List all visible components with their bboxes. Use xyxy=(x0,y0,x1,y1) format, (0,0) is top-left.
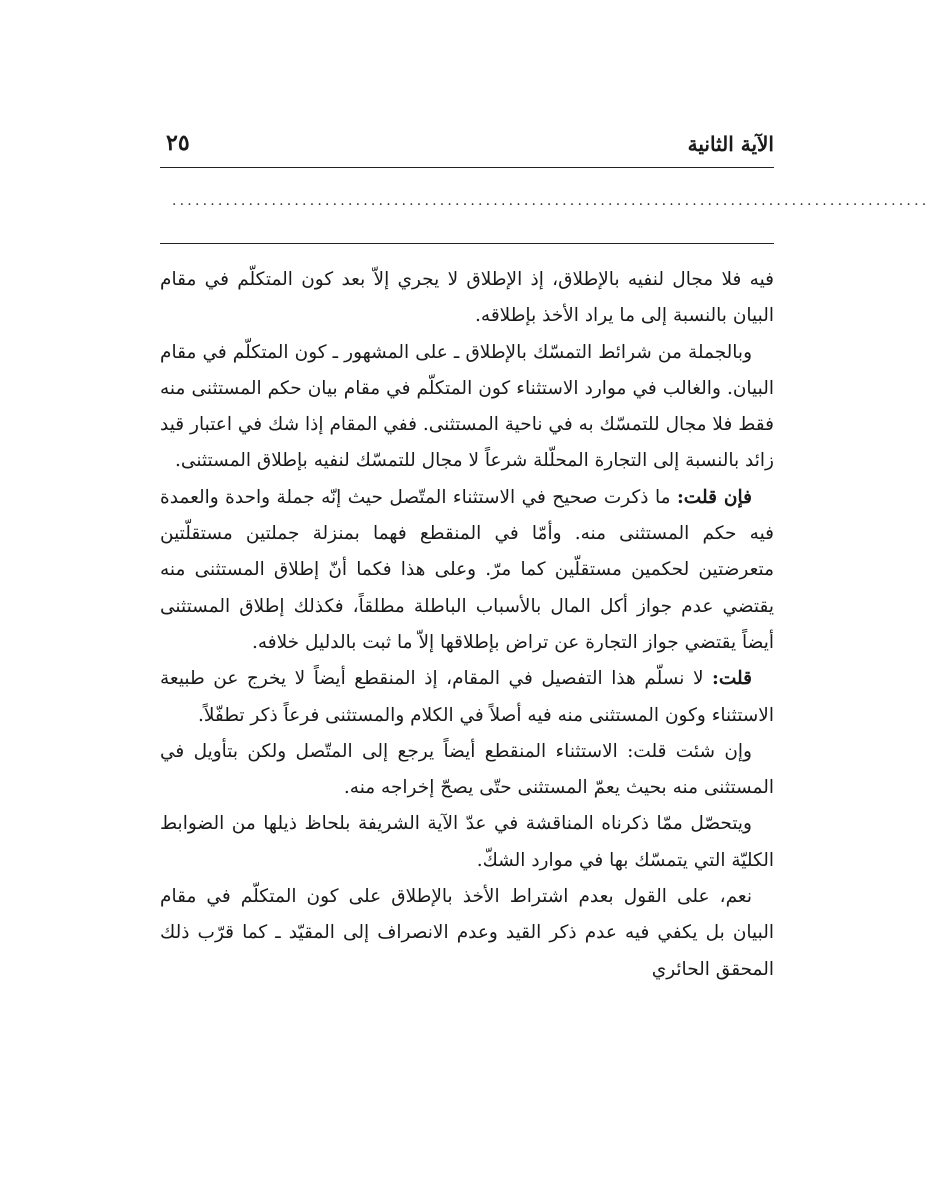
page-header xyxy=(160,128,774,164)
paragraph-6 xyxy=(160,806,774,879)
body-text xyxy=(160,262,774,988)
paragraph-text: وبالجملة من شرائط التمسّك بالإطلاق ـ على المشهور ـ كون المتكلّم في مقام البيان. والغالب في موارد الاستثناء كون المتكلّم في مقام بيان حكم المستثنى منه فقط فلا مجال للتمسّك به في ناحية المستثنى. ففي المقام إذا شك في اعتبار قيد زائد بالنسبة إلى التجارة المحلّلة شرعاً لا مجال للتمسّك لنفيه بإطلاق المستثنى. xyxy=(160,341,774,472)
paragraph-text: لا نسلّم هذا التفصيل في المقام، إذ المنقطع أيضاً لا يخرج عن طبيعة الاستثناء وكون المستثنى منه فيه أصلاً في الكلام والمستثنى فرعاً ذكر تطفّلاً. xyxy=(160,668,774,726)
paragraph-text: نعم، على القول بعدم اشتراط الأخذ بالإطلاق على كون المتكلّم في مقام البيان بل يكفي فيه عدم ذكر القيد وعدم الانصراف إلى المقيّد ـ كما قرّب ذلك المحقق الحائري xyxy=(160,886,774,980)
paragraph-3 xyxy=(160,480,774,661)
running-title: الآية الثانية xyxy=(687,132,774,156)
page-number: ٢٥ xyxy=(166,130,190,156)
paragraph-text: ما ذكرت صحيح في الاستثناء المتّصل حيث إنّه جملة واحدة والعمدة فيه حكم المستثنى منه. وأمّا في المنقطع فهما بمنزلة جملتين مستقلّتين متعرضتين لحكمين مستقلّين كما مرّ. وعلى هذا فكما أنّ إطلاق المستثنى منه يقتضي عدم جواز أكل المال بالأسباب الباطلة مطلقاً، فكذلك إطلاق المستثنى أيضاً يقتضي جواز التجارة عن تراض بإطلاقها إلاّ ما ثبت بالدليل خلافه. xyxy=(160,486,774,653)
paragraph-1 xyxy=(160,262,774,335)
paragraph-text: ويتحصّل ممّا ذكرناه المناقشة في عدّ الآية الشريفة بلحاظ ذيلها من الضوابط الكليّة التي يتمسّك بها في موارد الشكّ. xyxy=(160,813,774,871)
paragraph-5 xyxy=(160,734,774,807)
dotted-separator: ................................................................................................... xyxy=(172,193,929,209)
paragraph-lead: قلت: xyxy=(712,668,752,690)
paragraph-4 xyxy=(160,661,774,734)
paragraph-2 xyxy=(160,335,774,480)
paragraph-text: فيه فلا مجال لنفيه بالإطلاق، إذ الإطلاق لا يجري إلاّ بعد كون المتكلّم في مقام البيان بالنسبة إلى ما يراد الأخذ بإطلاقه. xyxy=(160,269,774,327)
header-rule xyxy=(160,167,774,168)
paragraph-lead: فإن قلت: xyxy=(676,486,752,508)
paragraph-text: وإن شئت قلت: الاستثناء المنقطع أيضاً يرجع إلى المتّصل ولكن بتأويل في المستثنى منه بحيث يعمّ المستثنى حتّى يصحّ إخراجه منه. xyxy=(160,740,774,799)
paragraph-7 xyxy=(160,879,774,988)
body-rule xyxy=(160,243,774,244)
